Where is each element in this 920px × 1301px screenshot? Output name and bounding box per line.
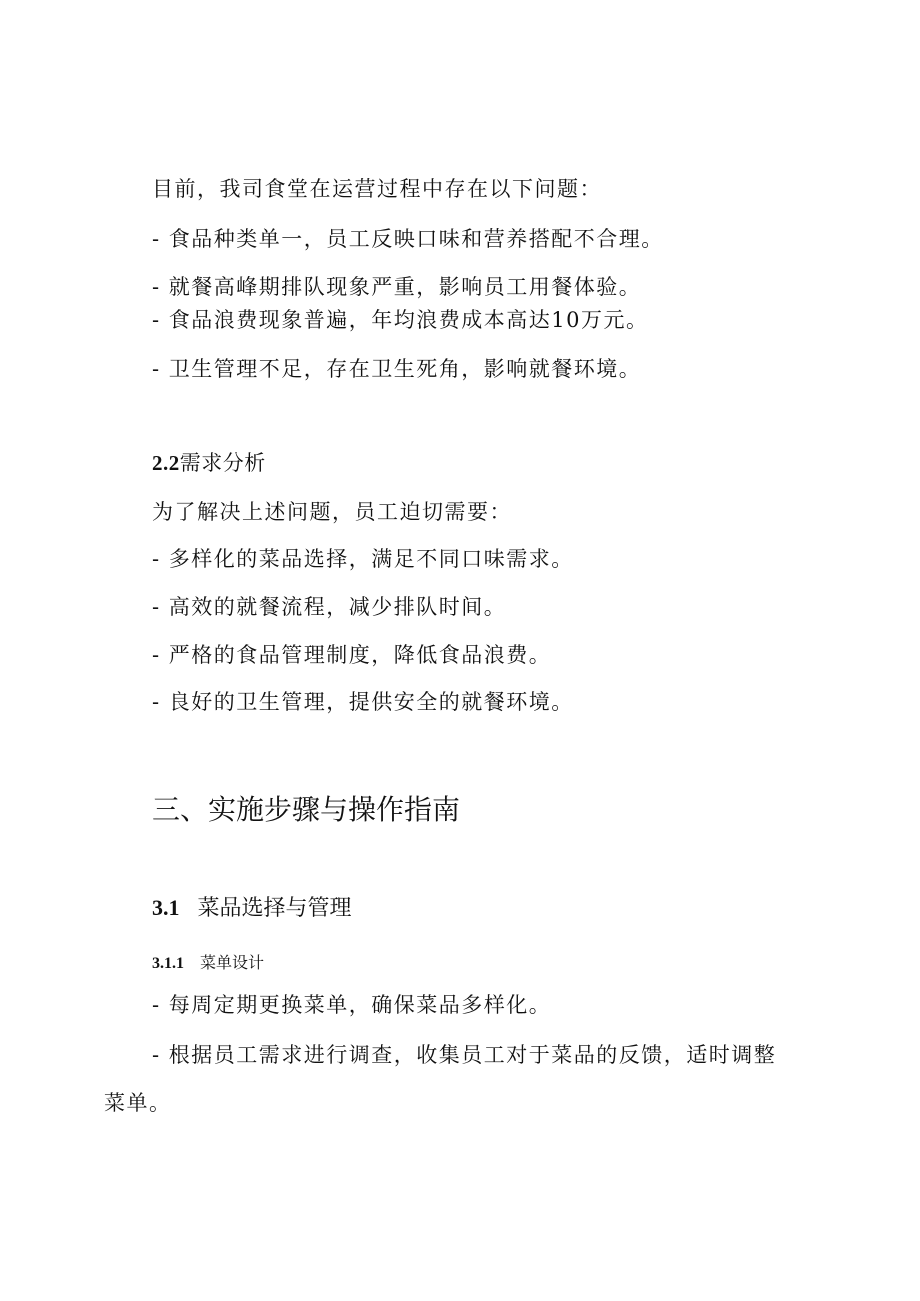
section-heading-2-2 — [152, 448, 266, 478]
chapter-heading-3: 三、实施步骤与操作指南 — [152, 793, 461, 826]
list-item-menu-2-continued: 菜单。 — [104, 1091, 172, 1115]
section-number: 3.1.1 — [152, 955, 184, 972]
list-item-problem-4: - 卫生管理不足，存在卫生死角，影响就餐环境。 — [152, 357, 642, 381]
section-title: 菜品选择与管理 — [197, 896, 352, 921]
paragraph-intro-needs: 为了解决上述问题，员工迫切需要： — [152, 500, 512, 524]
list-item-problem-3: - 食品浪费现象普遍，年均浪费成本高达10万元。 — [152, 308, 649, 332]
section-heading-3-1 — [152, 893, 352, 924]
section-title: 菜单设计 — [200, 953, 265, 972]
paragraph-intro-problems: 目前，我司食堂在运营过程中存在以下问题： — [152, 177, 602, 201]
list-item-need-4: - 良好的卫生管理，提供安全的就餐环境。 — [152, 690, 574, 714]
list-item-need-1: - 多样化的菜品选择，满足不同口味需求。 — [152, 547, 574, 571]
list-item-problem-1: - 食品种类单一，员工反映口味和营养搭配不合理。 — [152, 227, 664, 251]
section-number: 3.1 — [152, 895, 180, 920]
section-title: 需求分析 — [179, 451, 266, 475]
list-item-need-3: - 严格的食品管理制度，降低食品浪费。 — [152, 643, 552, 667]
list-item-menu-1: - 每周定期更换菜单，确保菜品多样化。 — [152, 993, 552, 1017]
section-number: 2.2 — [152, 451, 180, 475]
list-item-menu-2: - 根据员工需求进行调查，收集员工对于菜品的反馈，适时调整 — [152, 1043, 777, 1067]
list-item-need-2: - 高效的就餐流程，减少排队时间。 — [152, 595, 507, 619]
list-item-problem-2: - 就餐高峰期排队现象严重，影响员工用餐体验。 — [152, 275, 642, 299]
section-heading-3-1-1 — [152, 951, 264, 976]
